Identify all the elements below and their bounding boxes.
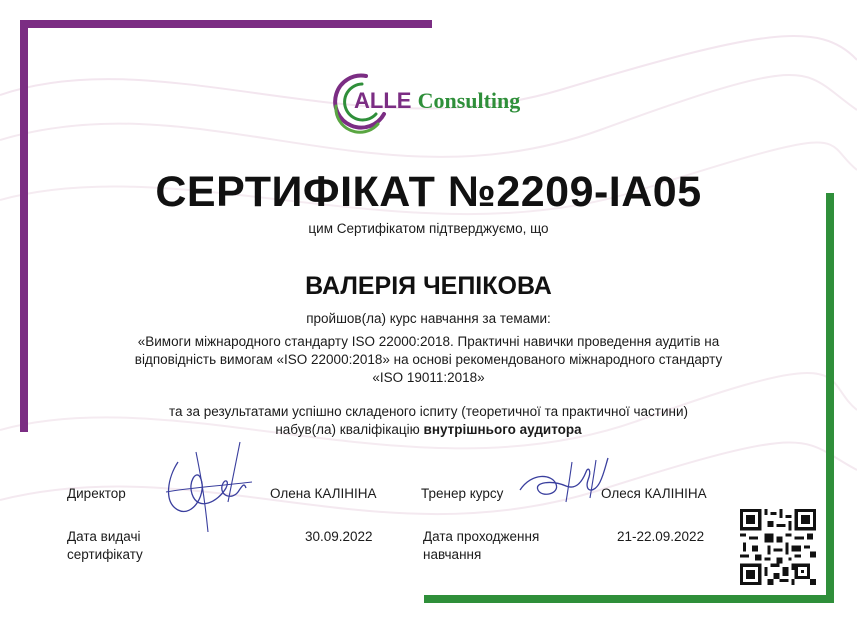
recipient-name: ВАЛЕРІЯ ЧЕПІКОВА — [305, 272, 552, 300]
qualification-title: внутрішнього аудитора — [423, 422, 582, 437]
training-date-value: 21-22.09.2022 — [617, 529, 705, 544]
logo-brand-primary: ALLE — [354, 88, 412, 113]
qr-code-icon — [740, 509, 816, 585]
frame-purple-top — [20, 20, 432, 28]
issue-date-label — [67, 528, 143, 564]
training-date-label — [423, 528, 539, 564]
director-signature — [148, 422, 263, 542]
result-line-2-prefix: набув(ла) кваліфікацію — [275, 422, 424, 437]
course-topic: «Вимоги міжнародного стандарту ISO 22000:2018. Практичні навички проведення аудитів на відповідність вимогам «ISO 22000:2018» на основі рекомендованого міжнародного стандарту «ISO 19011:2018» — [134, 334, 723, 385]
completed-text: пройшов(ла) курс навчання за темами: — [306, 311, 551, 326]
certificate-subtitle: цим Сертифікатом підтверджуємо, що — [308, 221, 549, 236]
training-date-label-line-2: навчання — [423, 547, 482, 562]
frame-green-right — [826, 193, 834, 603]
issue-date-label-line-2: сертифікату — [67, 547, 143, 562]
company-logo — [326, 70, 546, 134]
logo-brand-secondary: Consulting — [417, 88, 521, 113]
logo-text — [354, 88, 520, 114]
certificate-title: СЕРТИФІКАТ №2209-ІА05 — [155, 168, 702, 216]
issue-date-value: 30.09.2022 — [305, 529, 373, 544]
frame-green-bottom — [424, 595, 834, 603]
trainer-label: Тренер курсу — [421, 486, 504, 501]
director-label: Директор — [67, 486, 126, 501]
training-date-label-line-1: Дата проходження — [423, 529, 540, 544]
director-name: Олена КАЛІНІНА — [270, 486, 377, 501]
result-line-1: та за результатами успішно складеного іспиту (теоретичної та практичної частини) — [169, 404, 688, 419]
trainer-name: Олеся КАЛІНІНА — [601, 486, 707, 501]
issue-date-label-line-1: Дата видачі — [67, 529, 141, 544]
